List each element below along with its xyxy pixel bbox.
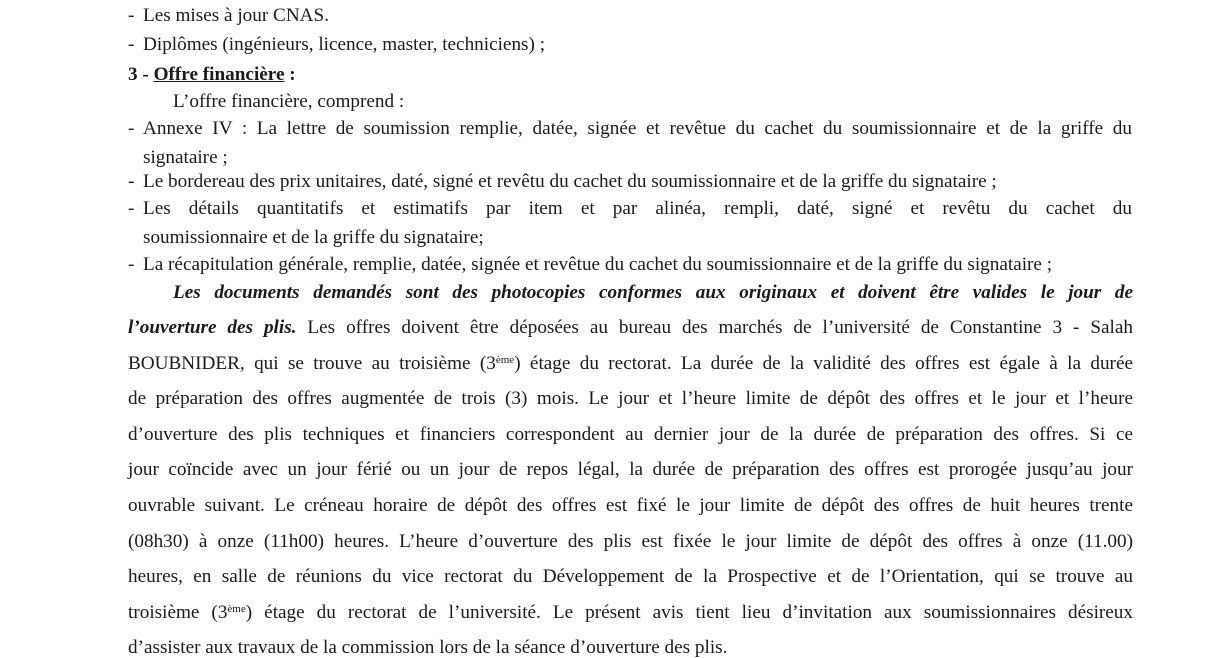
paragraph-line8: (08h30) à onze (11h00) heures. L’heure d’ouverture des plis est fixée le jour limite de dépôt des offres à onze (11.00) <box>128 531 1133 552</box>
cropped-last-line-container <box>0 637 1205 658</box>
paragraph-line7: ouvrable suivant. Le créneau horaire de dépôt des offres est fixé le jour limite de dépôt des offres de huit heures trente <box>128 495 1133 516</box>
paragraph-line6: jour coïncide avec un jour férié ou un jour de repos légal, la durée de préparation des offres est prorogée jusqu’au jour <box>128 459 1133 480</box>
section-heading <box>128 65 296 84</box>
superscript-eme: ème <box>227 603 246 615</box>
list-item-bordereau: Le bordereau des prix unitaires, daté, signé et revêtu du cachet du soumissionnaire et de la griffe du signataire ; <box>143 171 997 192</box>
paragraph-line2-rest: Les offres doivent être déposées au bureau des marchés de l’université de Constantine 3 - Salah <box>296 317 1133 338</box>
paragraph-line3-a: BOUBNIDER, qui se trouve au troisième (3 <box>128 353 496 374</box>
list-item-annexe-iv-line2: signataire ; <box>143 147 228 168</box>
paragraph-line11: d’assister aux travaux de la commission lors de la séance d’ouverture des plis. <box>128 637 728 658</box>
list-item-annexe-iv-line1: Annexe IV : La lettre de soumission remplie, datée, signée et revêtue du cachet du soumissionnaire et de la griffe du <box>143 118 1132 139</box>
list-bullet: - <box>128 171 135 192</box>
list-bullet: - <box>128 34 135 55</box>
paragraph-line3 <box>128 354 1133 373</box>
section-title: Offre financière <box>153 64 285 85</box>
list-bullet: - <box>128 118 135 139</box>
list-bullet: - <box>128 5 135 26</box>
paragraph-line10-b: ) étage du rectorat de l’université. Le présent avis tient lieu d’invitation aux soumissionnaires désireux <box>245 602 1133 623</box>
paragraph-line10 <box>128 603 1133 622</box>
paragraph-bold-line1: Les documents demandés sont des photocopies conformes aux originaux et doivent être valides le jour de <box>173 282 1133 303</box>
list-bullet: - <box>128 198 135 219</box>
paragraph-line9: heures, en salle de réunions du vice rectorat du Développement de la Prospective et de l’Orientation, qui se trouve au <box>128 566 1133 587</box>
list-item-diplomes: Diplômes (ingénieurs, licence, master, techniciens) ; <box>143 34 546 55</box>
section-colon: : <box>289 64 296 85</box>
paragraph-line2 <box>128 318 1133 337</box>
list-item-recapitulation: La récapitulation générale, remplie, datée, signée et revêtue du cachet du soumissionnaire et de la griffe du signataire ; <box>143 254 1053 275</box>
paragraph-bold-line2: l’ouverture des plis. <box>128 317 297 338</box>
superscript-eme: ème <box>495 354 515 366</box>
paragraph-line3-b: ) étage du rectorat. La durée de la validité des offres est égale à la durée <box>514 353 1133 374</box>
paragraph-line4: de préparation des offres augmentée de trois (3) mois. Le jour et l’heure limite de dépôt des offres et le jour et l’heure <box>128 388 1133 409</box>
section-number: 3 - <box>128 64 149 85</box>
paragraph-line10-a: troisième (3 <box>128 602 228 623</box>
list-item-cnas: Les mises à jour CNAS. <box>143 5 330 26</box>
list-item-details-line1: Les détails quantitatifs et estimatifs par item et par alinéa, rempli, daté, signé et revêtu du cachet du <box>143 198 1132 219</box>
section-intro: L’offre financière, comprend : <box>173 91 405 112</box>
list-item-details-line2: soumissionnaire et de la griffe du signataire; <box>143 227 484 248</box>
paragraph-line5: d’ouverture des plis techniques et financiers correspondent au dernier jour de la durée de préparation des offres. Si ce <box>128 424 1133 445</box>
list-bullet: - <box>128 254 135 275</box>
